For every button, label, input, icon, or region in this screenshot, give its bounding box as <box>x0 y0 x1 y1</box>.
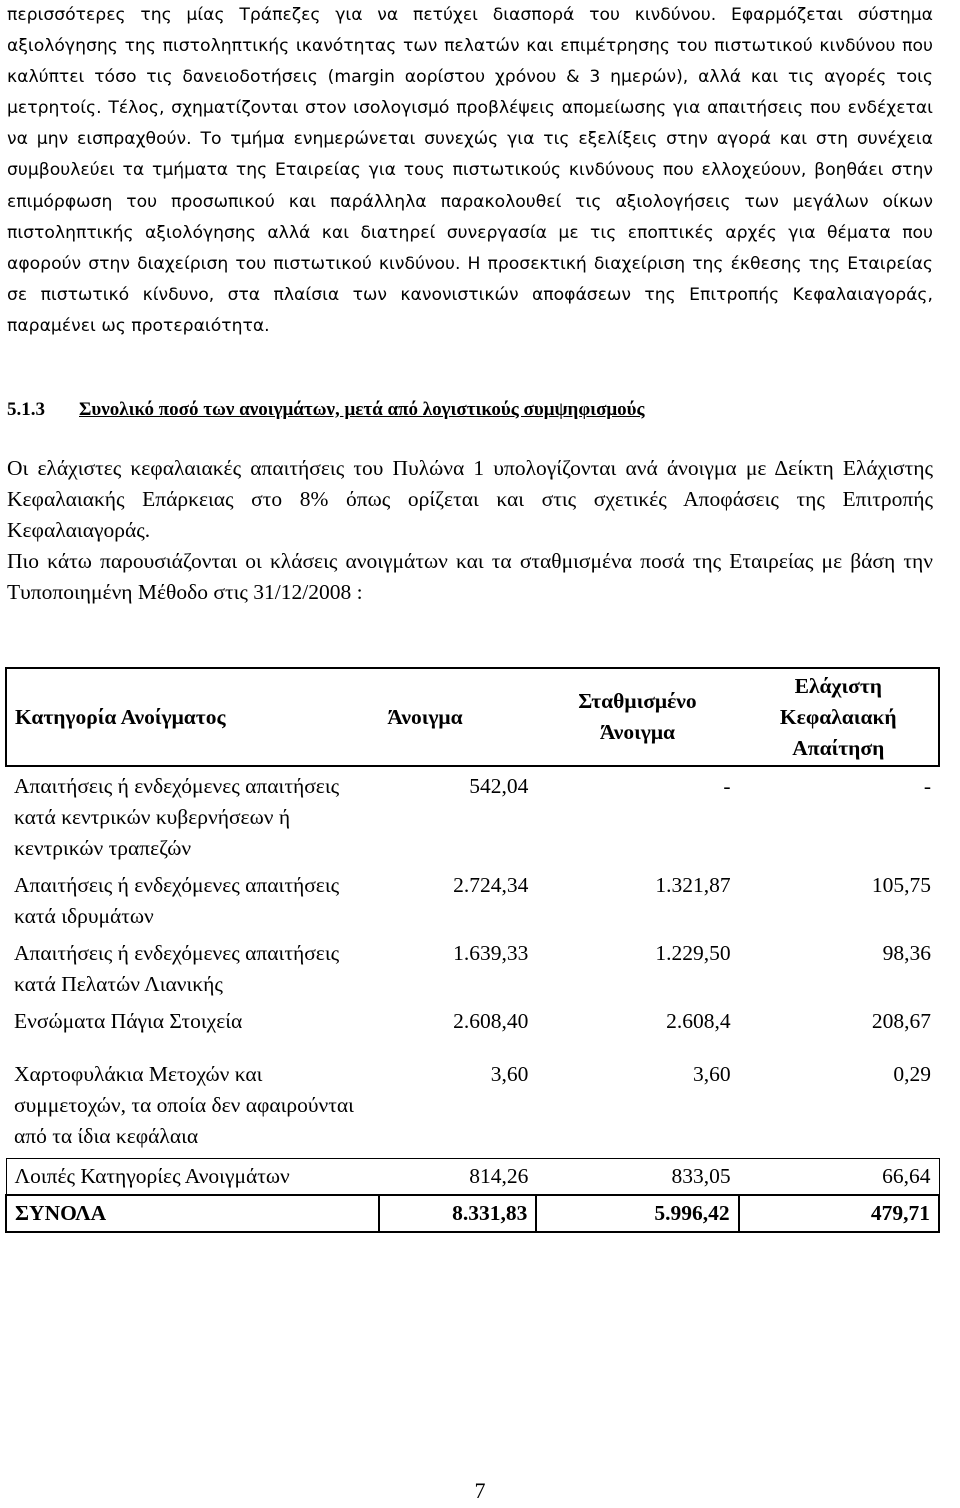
cell-exposure: 2.724,34 <box>453 873 529 897</box>
header-min-capital-requirement: Ελάχιστη Κεφαλαιακή Απαίτηση <box>739 668 939 766</box>
cell-category: Απαιτήσεις ή ενδεχόμενες απαιτήσεις κατά κεντρικών κυβερνήσεων ή κεντρικών τραπεζών <box>14 774 340 860</box>
intro-text: περισσότερες της μίας Τράπεζες για να πετύχει διασπορά του κινδύνου. Εφαρμόζεται σύστημα αξιολόγησης της πιστοληπτικής ικανότητας των πελατών και επιμέτρησης του πιστωτικού κινδύνου που καλύπτει τόσο τις δανειοδοτήσεις (margin αορίστου χρόνου & 3 ημερών), αλλά και τις αγορές τοις μετρητοίς. Τέλος, σχηματίζονται στον ισολογισμό προβλέψεις απομείωσης για απαιτήσεις που ενδέχεται να μην εισπραχθούν. Το τμήμα ενημερώνεται συνεχώς για τις εξελίξεις στην αγορά και στη συνέχεια συμβουλεύει τα τμήματα της Εταιρείας για τους πιστωτικούς κινδύνους που ελλοχεύουν, βοηθάει στην επιμόρφωση του προσωπικού και παράλληλα παρακολουθεί τις αξιολογήσεις των μεγάλων οίκων πιστοληπτικής αξιολόγησης αλλά και διατηρεί συνεργασία με τις εποπτικές αρχές για θέματα που αφορούν στην διαχείριση του πιστωτικού κινδύνου. Η προσεκτική διαχείριση της έκθεσης της Εταιρείας σε πιστωτικό κίνδυνο, στα πλαίσια των κανονιστικών αποφάσεων της Επιτροπής Κεφαλαιαγοράς, παραμένει ως προτεραιότητα. <box>7 5 933 336</box>
cell-category: Απαιτήσεις ή ενδεχόμενες απαιτήσεις κατά Πελατών Λιανικής <box>14 941 340 996</box>
page-number: 7 <box>474 1478 486 1503</box>
cell-total-exposure: 8.331,83 <box>379 1195 536 1232</box>
cell-min-capital: 208,67 <box>871 1009 931 1033</box>
cell-weighted: 1.321,87 <box>655 873 731 897</box>
header-weighted-exposure: Σταθμισμένο Άνοιγμα <box>536 668 738 766</box>
header-exposure: Άνοιγμα <box>379 668 536 766</box>
cell-weighted: - <box>723 774 731 798</box>
cell-category: Απαιτήσεις ή ενδεχόμενες απαιτήσεις κατά ιδρυμάτων <box>14 873 340 928</box>
cell-weighted: 3,60 <box>692 1062 731 1086</box>
intro-paragraph <box>7 0 933 342</box>
table-header-row <box>6 668 939 766</box>
cell-weighted: 2.608,4 <box>666 1009 731 1033</box>
section-heading <box>7 396 933 424</box>
cell-exposure: 542,04 <box>469 774 529 798</box>
cell-category: Χαρτοφυλάκια Μετοχών και συμμετοχών, τα οποία δεν αφαιρούνται από τα ίδια κεφάλαια <box>14 1062 354 1148</box>
cell-exposure: 3,60 <box>490 1062 529 1086</box>
table-row <box>6 1159 939 1196</box>
cell-weighted: 833,05 <box>536 1159 738 1196</box>
cell-totals-label: ΣΥΝΟΛΑ <box>6 1195 379 1232</box>
paragraph-capital-requirements: Οι ελάχιστες κεφαλαιακές απαιτήσεις του Πυλώνα 1 υπολογίζονται ανά άνοιγμα με Δείκτη Ελάχιστης Κεφαλαιακής Επάρκειας στο 8% όπως ορίζεται και στις σχετικές Αποφάσεις της Επιτροπής Κεφαλαιαγοράς. <box>7 456 933 542</box>
cell-exposure: 814,26 <box>379 1159 536 1196</box>
table-row <box>6 766 939 870</box>
table-row <box>6 870 939 938</box>
section-title: Συνολικό ποσό των ανοιγμάτων, μετά από λογιστικούς συμψηφισμούς <box>79 399 645 420</box>
cell-weighted: 1.229,50 <box>655 941 731 965</box>
cell-exposure: 2.608,40 <box>453 1009 529 1033</box>
exposures-table <box>5 667 940 1233</box>
table-row <box>6 1059 939 1159</box>
cell-total-min-capital: 479,71 <box>739 1195 939 1232</box>
cell-min-capital: 98,36 <box>882 941 931 965</box>
cell-min-capital: 105,75 <box>871 873 931 897</box>
cell-min-capital: 66,64 <box>739 1159 939 1196</box>
table-row <box>6 1006 939 1059</box>
cell-min-capital: 0,29 <box>893 1062 931 1086</box>
cell-total-weighted: 5.996,42 <box>536 1195 738 1232</box>
table-row <box>6 938 939 1006</box>
paragraph-exposure-classes: Πιο κάτω παρουσιάζονται οι κλάσεις ανοιγμάτων και τα σταθμισμένα ποσά της Εταιρείας με βάση την Τυποποιημένη Μέθοδο στις 31/12/2008 : <box>7 549 933 604</box>
cell-category: Ενσώματα Πάγια Στοιχεία <box>14 1009 243 1033</box>
cell-exposure: 1.639,33 <box>453 941 529 965</box>
cell-min-capital: - <box>923 774 931 798</box>
table-totals-row <box>6 1195 939 1232</box>
cell-category: Λοιπές Κατηγορίες Ανοιγμάτων <box>6 1159 379 1196</box>
section-number: 5.1.3 <box>7 399 45 420</box>
header-exposure-category: Κατηγορία Ανοίγματος <box>6 668 379 766</box>
